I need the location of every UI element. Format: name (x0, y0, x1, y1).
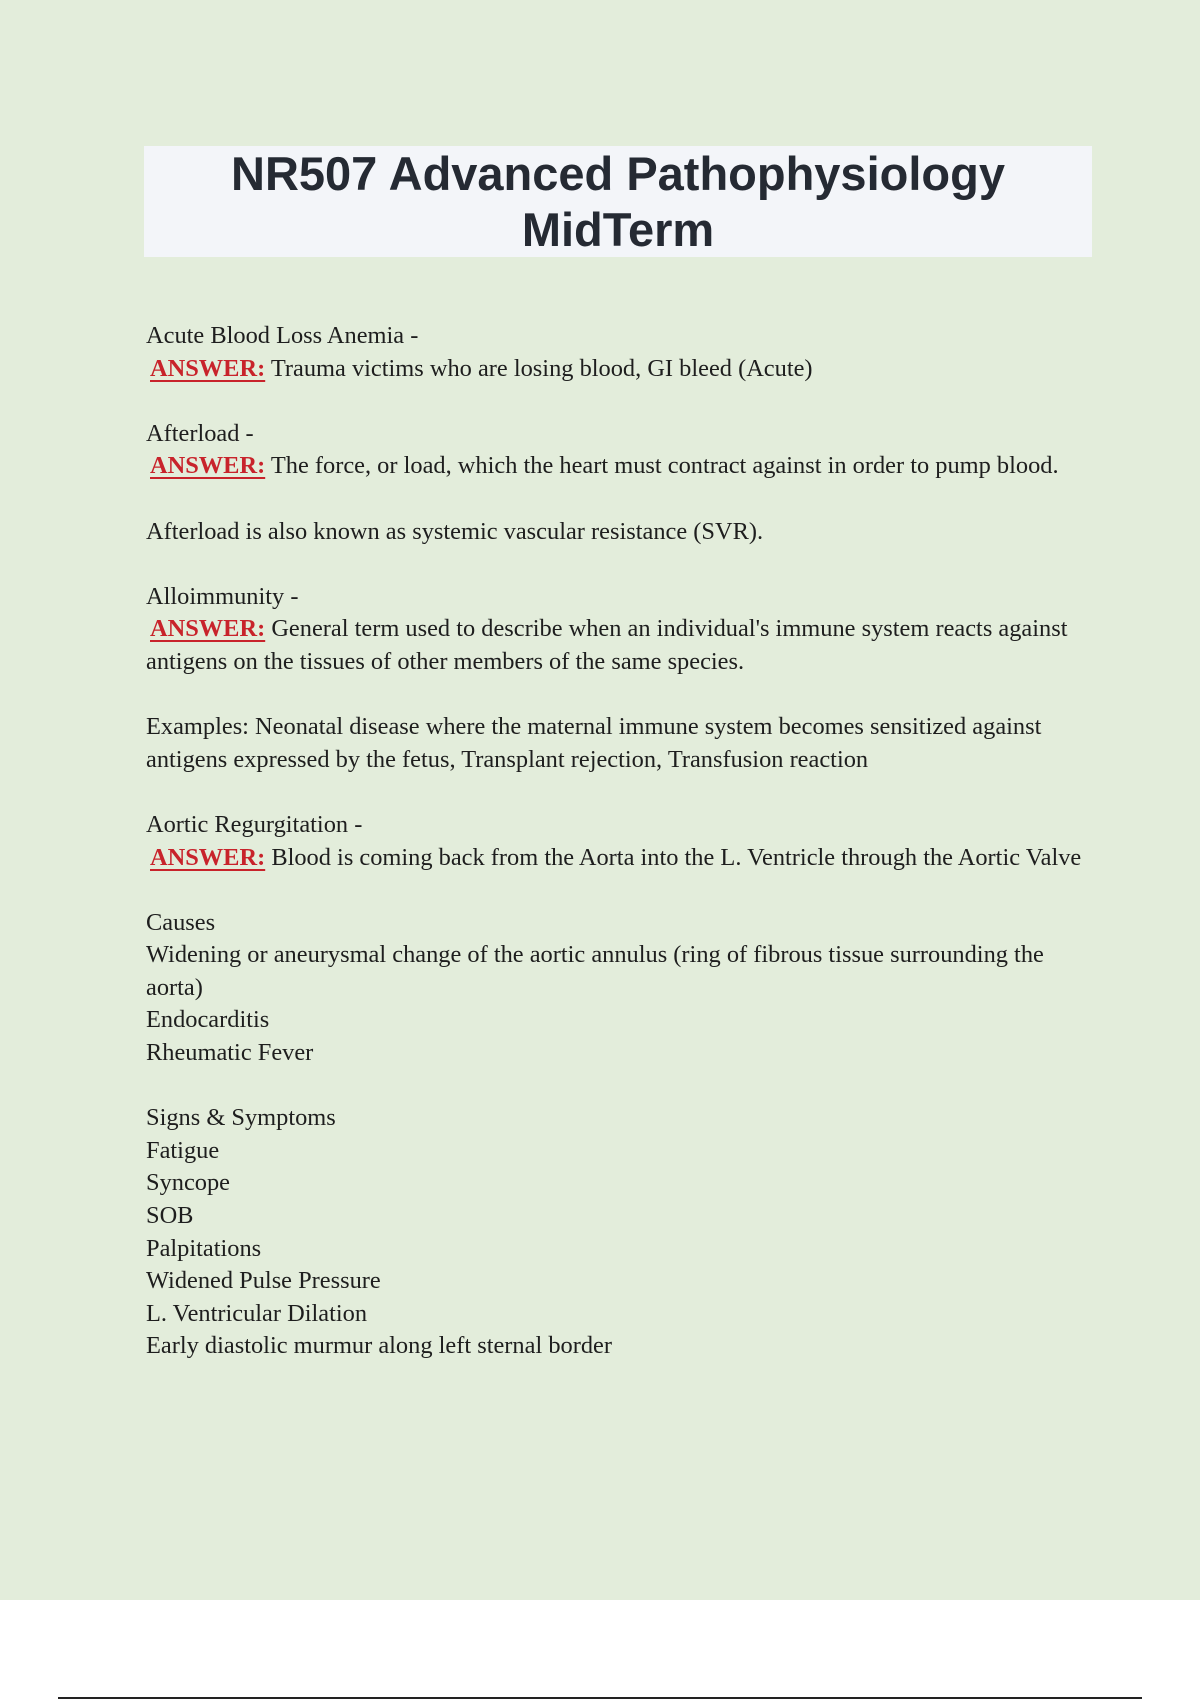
entry-note: Afterload is also known as systemic vascular resistance (SVR). (146, 517, 764, 545)
sign-item: Widened Pulse Pressure (146, 1267, 381, 1295)
spacer (146, 483, 1096, 516)
page-title-line-1: NR507 Advanced Pathophysiology (231, 147, 1005, 200)
page-title-line-2: MidTerm (521, 203, 715, 256)
entry-term: Aortic Regurgitation - (146, 810, 363, 838)
signs-heading: Signs & Symptoms (146, 1104, 336, 1132)
entry-term: Acute Blood Loss Anemia - (146, 322, 419, 349)
answer-text: General term used to describe when an individual's immune system reacts against antigens on the tissues of other members of the same species. (146, 615, 1068, 675)
sign-item: L. Ventricular Dilation (146, 1299, 368, 1327)
spacer (146, 874, 1096, 907)
spacer (146, 679, 1096, 712)
spacer (146, 1070, 1096, 1103)
sign-item: Palpitations (146, 1234, 262, 1262)
entry-answer (146, 450, 1096, 483)
answer-text: The force, or load, which the heart must contract against in order to pump blood. (270, 452, 1059, 480)
entry-term: Alloimmunity - (146, 582, 299, 610)
answer-text: Trauma victims who are losing blood, GI bleed (Acute) (270, 354, 813, 382)
entry-note: Examples: Neonatal disease where the maternal immune system becomes sensitized against antigens expressed by the fetus, Transplant rejection, Transfusion reaction (146, 713, 1042, 773)
footer-divider (58, 1697, 1142, 1699)
answer-label: ANSWER: (150, 615, 266, 643)
answer-label: ANSWER: (150, 843, 266, 871)
spacer (146, 385, 1096, 418)
answer-label: ANSWER: (150, 452, 266, 480)
document-body (146, 320, 1096, 1363)
sign-item: Early diastolic murmur along left sternal border (146, 1332, 612, 1360)
cause-item: Endocarditis (146, 1006, 270, 1034)
title-banner (144, 146, 1092, 257)
causes-heading: Causes (146, 908, 216, 936)
entry-answer (146, 613, 1096, 678)
cause-item: Rheumatic Fever (146, 1039, 314, 1067)
spacer (146, 548, 1096, 581)
entry-term: Afterload - (146, 419, 254, 447)
entry-answer (146, 353, 1096, 386)
cause-item: Widening or aneurysmal change of the aortic annulus (ring of fibrous tissue surrounding the aorta) (146, 941, 1044, 1001)
sign-item: SOB (146, 1202, 194, 1230)
entry-answer (146, 842, 1096, 875)
sign-item: Syncope (146, 1169, 230, 1197)
answer-label: ANSWER: (150, 354, 266, 382)
sign-item: Fatigue (146, 1136, 220, 1164)
answer-text: Blood is coming back from the Aorta into the L. Ventricle through the Aortic Valve (271, 843, 1082, 871)
spacer (146, 776, 1096, 809)
